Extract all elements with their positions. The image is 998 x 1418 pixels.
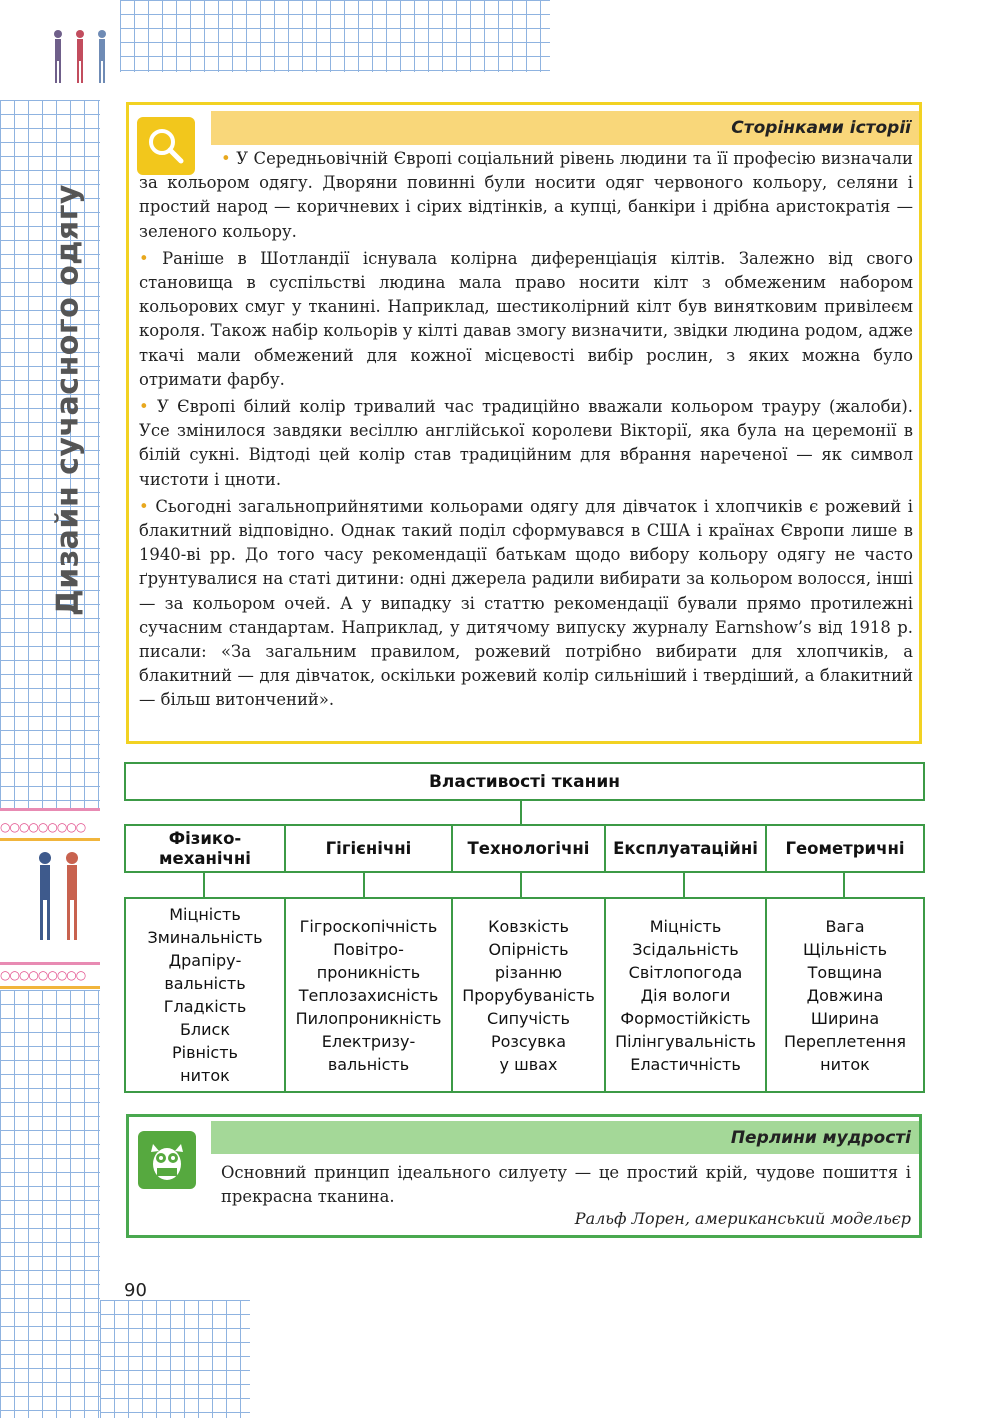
property-item: у швах [499,1054,558,1074]
decorative-stripe [0,986,100,989]
property-item: Повітро- [333,939,404,959]
page-number: 90 [124,1280,147,1301]
decorative-stripe [0,838,100,841]
property-item: Довжина [806,985,884,1005]
history-title: Сторінками історії [731,118,911,138]
category-hygienic: Гігієнічні [284,824,451,873]
decorative-rings: ○○○○○○○○○ [0,968,86,982]
history-text [139,147,913,716]
property-item: ниток [180,1066,230,1085]
owl-icon [138,1131,196,1189]
properties-physical-mechanical [124,897,284,1093]
grid-decoration-bottom [100,1300,250,1418]
wisdom-banner [211,1121,919,1154]
property-item: Теплозахисність [298,985,439,1005]
diagram-title: Властивості тканин [124,762,925,801]
property-item: Формостійкість [620,1008,751,1028]
property-item: Прорубуваність [462,985,595,1005]
bullet-icon: • [139,397,157,417]
wisdom-author: Ральф Лорен, американський модельєр [574,1209,911,1228]
bullet-icon: • [139,248,163,268]
connector-line [520,873,522,897]
chapter-title-vertical: Дизайн сучасного одягу [50,184,86,616]
property-item: проникність [316,962,421,982]
property-item: Дія вологи [640,985,731,1005]
property-item: Блиск [179,1020,231,1039]
property-item: вальність [327,1054,410,1074]
property-item: Гладкість [163,997,247,1016]
connector-line [203,873,205,897]
property-item: Вага [825,916,865,936]
property-item: Зминальність [147,928,263,947]
properties-operational [604,897,765,1093]
history-paragraph: • У Середньовічній Європі соціальний рівень людини та її професію визначали за кольором одягу. Дворяни повинні були носити одяг червоного кольору, селяни і простий народ — коричневих і сірих відтінків, а купці, банкіри і дрібна аристократія — зеленого кольору. [139,149,913,241]
property-item: Міцність [169,905,241,924]
property-item: різанню [494,962,563,982]
property-item: Товщина [807,962,883,982]
property-item: Драпіру- [168,951,242,970]
property-item: Ширина [810,1008,880,1028]
property-item: Пилопроникність [295,1008,442,1028]
bullet-icon: • [139,496,156,516]
property-item: Сипучість [487,1008,570,1028]
property-item: Переплетення [783,1031,907,1051]
properties-geometric [765,897,925,1093]
grid-decoration-top [120,0,550,72]
properties-technological [451,897,604,1093]
property-item: Розсувка [490,1031,567,1051]
history-paragraph: • Сьогодні загальноприйнятими кольорами одягу для дівчаток і хлопчиків є рожевий і блакитний відповідно. Однак такий поділ сформувався в США і країнах Європи лише в 1940-ві рр. До того часу рекомендації батькам щодо вибору кольору одягу не часто ґрунтувалися на статі дитини: одні джерела радили вибирати за кольором волосся, інші — за кольором очей. А у випадку зі статтю рекомендації бували прямо протилежні сучасним стандартам. Наприклад, у дитячому випуску журналу Earnshow’s від 1918 р. писали: «За загальним правилом, рожевий потрібно вибирати для хлопчиків, а блакитний — для дівчаток, оскільки рожевий колір сильніший і твердіший, а блакитний — більш витончений». [139,496,913,710]
property-item: Щільність [802,939,888,959]
history-box [126,102,922,744]
property-item: Гігроскопічність [299,916,438,936]
wisdom-box [126,1114,922,1238]
fashion-figures-top-illustration [48,28,118,97]
connector-line [363,873,365,897]
property-item: Зсідальність [632,939,739,959]
property-item: Ковзкість [488,916,569,936]
decorative-rings: ○○○○○○○○○ [0,820,86,834]
history-banner [211,111,919,145]
decorative-stripe [0,962,100,965]
properties-hygienic [284,897,451,1093]
property-item: ниток [820,1054,870,1074]
property-item: Рівність [172,1043,238,1062]
connector-line [683,873,685,897]
category-operational: Експлуатаційні [604,824,765,873]
property-item: Опірність [488,939,569,959]
property-item: Міцність [649,916,722,936]
history-paragraph: • У Європі білий колір тривалий час традиційно вважали кольором трауру (жалоби). Усе змінилося завдяки весіллю англійської королеви Вікторії, яка була на церемонії в білій сукні. Відтоді цей колір став традиційним для вбрання нареченої — як символ чистоти і цноти. [139,397,913,489]
property-item: Пілінгувальність [615,1031,756,1051]
wisdom-title: Перлини мудрості [730,1128,911,1148]
category-physical-mechanical: Фізико-механічні [124,824,284,873]
category-geometric: Геометричні [765,824,925,873]
bullet-icon: • [221,149,237,168]
property-item: Світлопогода [628,962,743,982]
chapter-spine [0,100,100,810]
wisdom-quote: Основний принцип ідеального силуету — це простий крій, чудове пошиття і прекрасна тканина. [221,1163,911,1206]
property-item: вальність [164,974,246,993]
connector-line [843,873,845,897]
property-item: Еластичність [630,1054,741,1074]
decorative-stripe [0,808,100,811]
fashion-figures-side-illustration [30,850,90,954]
grid-decoration-left-lower [0,990,100,1418]
connector-line [520,801,522,824]
history-paragraph: • Раніше в Шотландії існувала колірна диференціація кілтів. Залежно від свого становища в суспільстві людина мала право носити кілт з обмеженим набором кольорових смуг у тканині. Наприклад, шестиколірний кілт був винятковим привілеєм короля. Також набір кольорів у кілті давав змогу визначити, звідки людина родом, адже ткачі мали обмежений для кожної місцевості вибір рослин, з яких можна було отримати фарбу. [139,248,913,389]
property-item: Електризу- [321,1031,416,1051]
category-technological: Технологічні [451,824,604,873]
